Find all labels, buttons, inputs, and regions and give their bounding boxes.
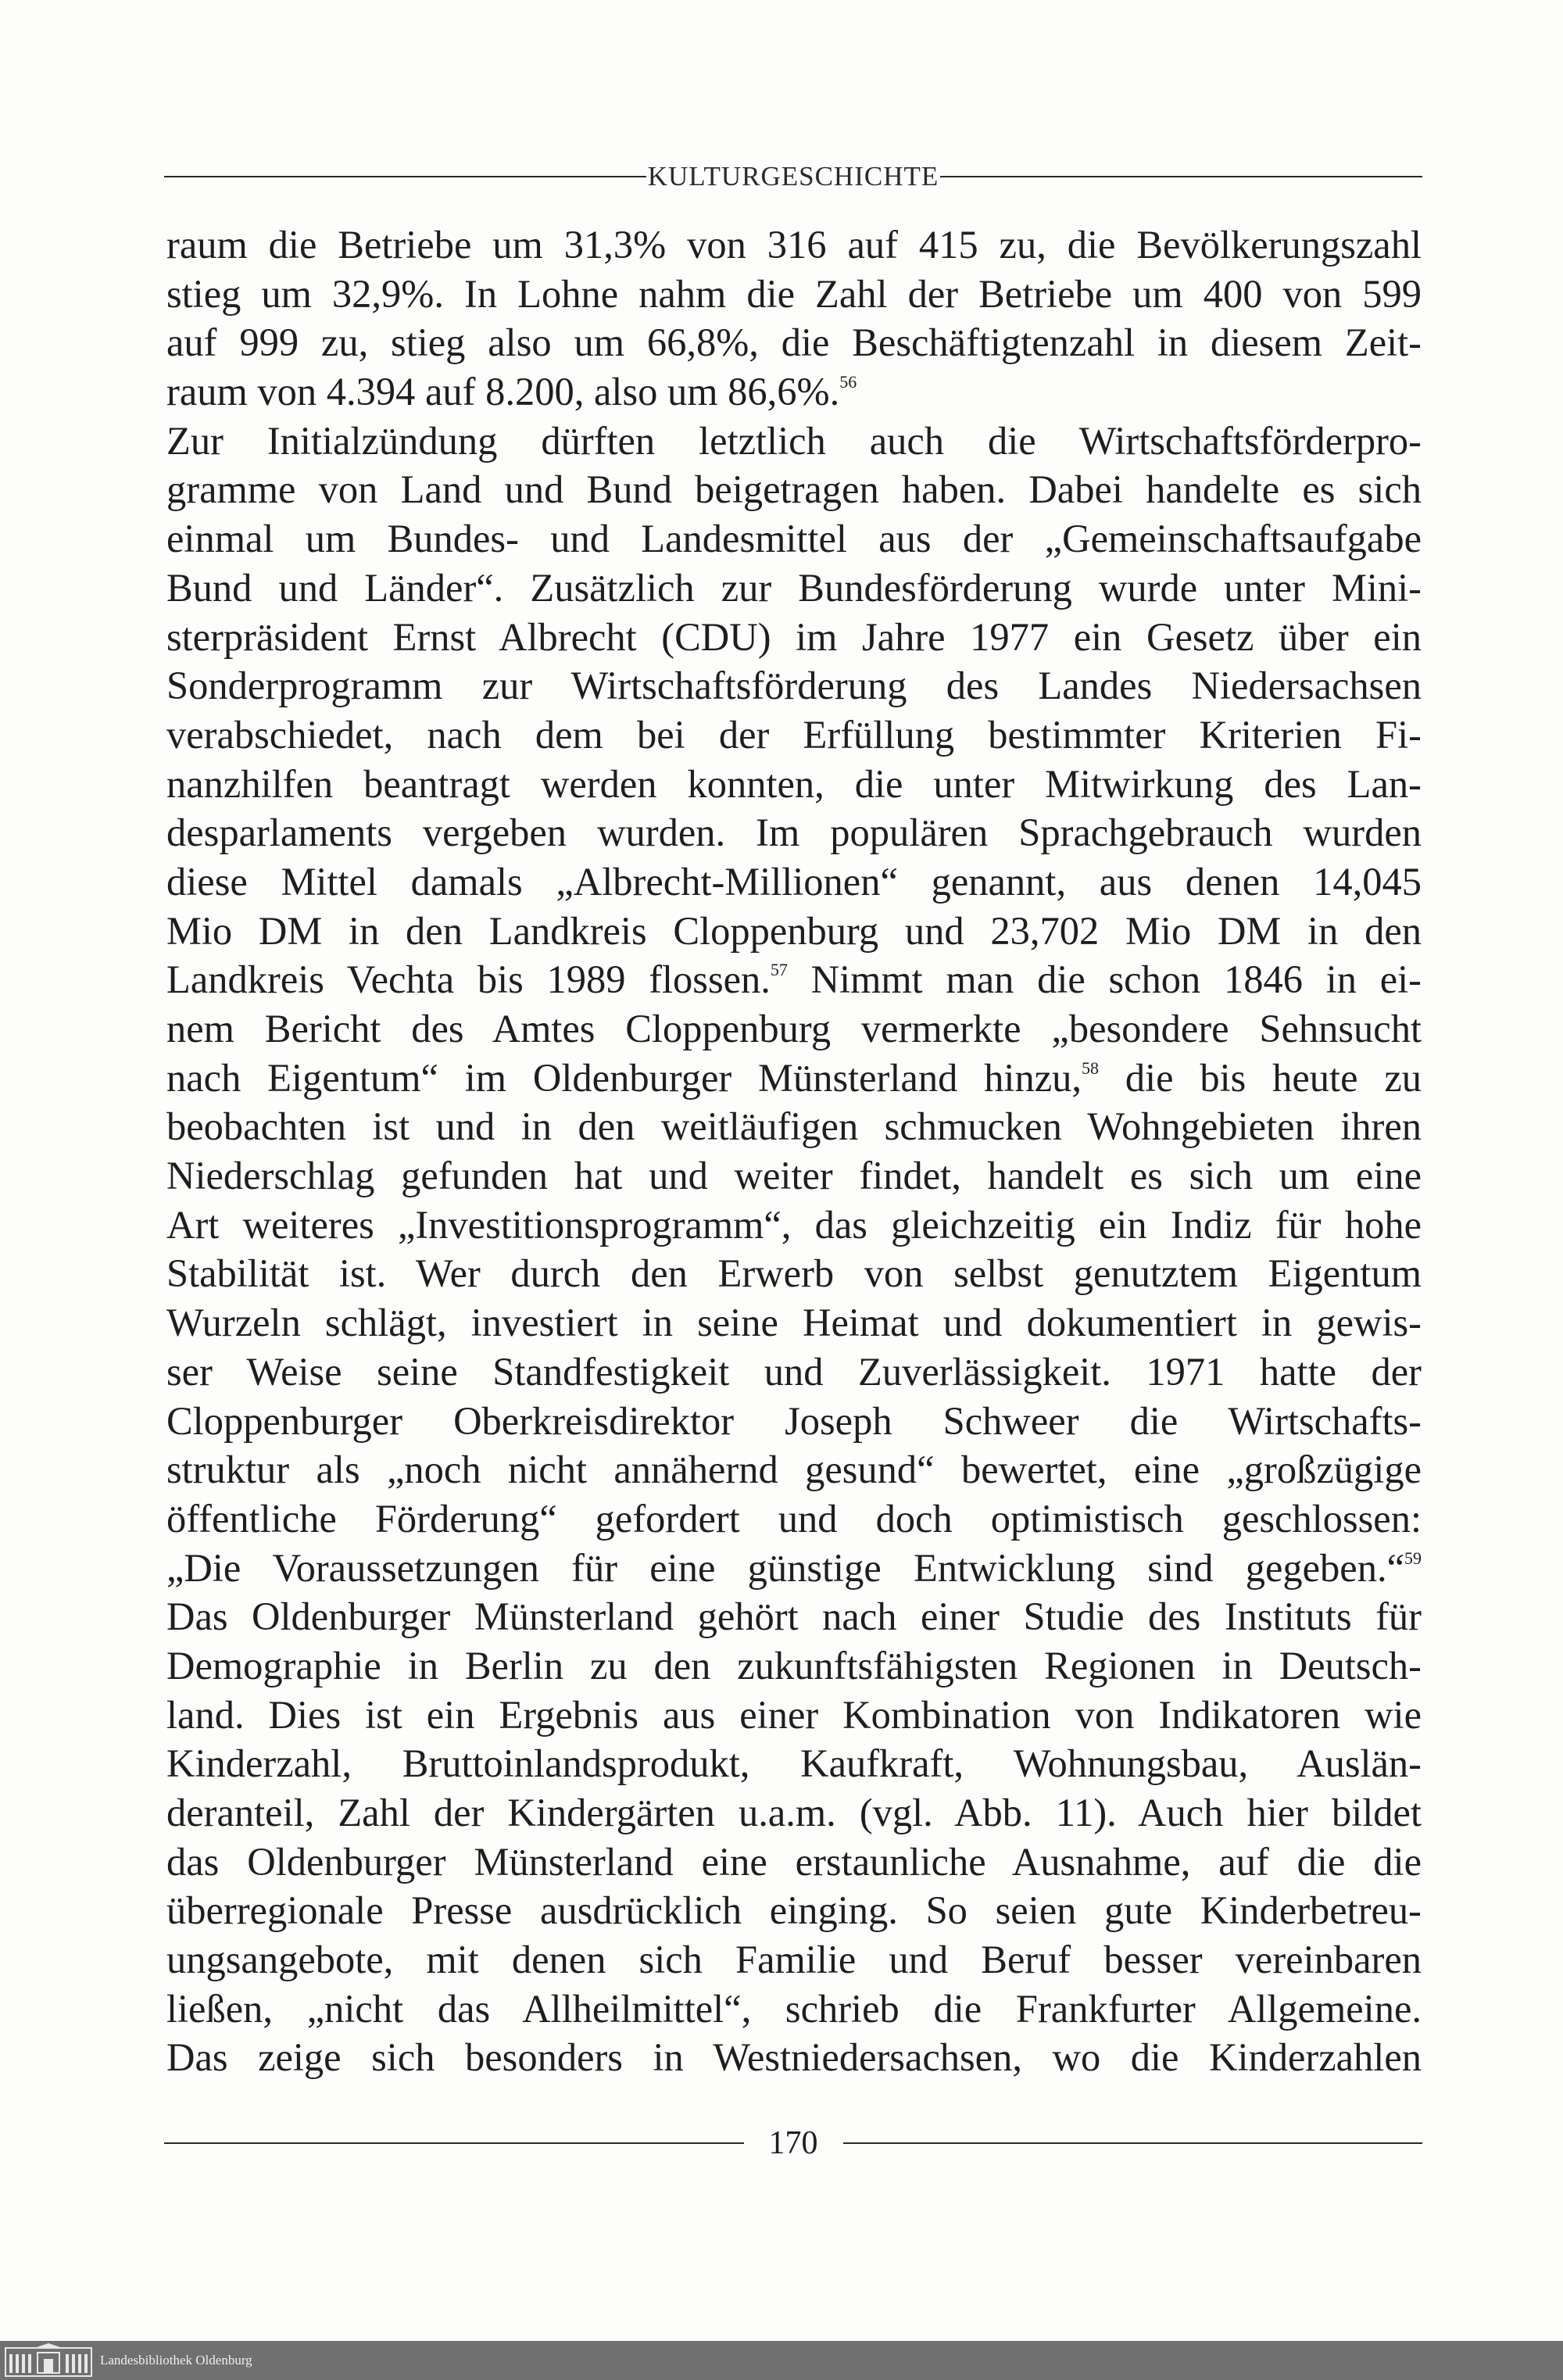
text-line xyxy=(166,857,1422,907)
text-line xyxy=(166,270,1422,319)
text-line xyxy=(166,1788,1422,1838)
text-line xyxy=(166,1249,1422,1298)
text-line-content: Landkreis Vechta bis 1989 flossen. xyxy=(166,957,771,1002)
library-building-logo-icon xyxy=(5,2342,92,2378)
running-head-rule-right xyxy=(940,176,1422,177)
body-text xyxy=(166,220,1422,2082)
text-line-content: Niederschlag gefunden hat und weiter findet, handelt es sich um eine xyxy=(166,1154,1422,1198)
text-line-content: nanzhilfen beantragt werden konnten, die unter Mitwirkung des Lan- xyxy=(166,761,1422,806)
text-line xyxy=(166,1347,1422,1397)
text-line-content: Cloppenburger Oberkreisdirektor Joseph Schweer die Wirtschafts- xyxy=(166,1398,1422,1443)
text-line xyxy=(166,1641,1422,1691)
footnote-reference: 59 xyxy=(1404,1548,1422,1568)
text-line xyxy=(166,1298,1422,1347)
text-line xyxy=(166,1985,1422,2034)
text-line-content: ser Weise seine Standfestigkeit und Zuverlässigkeit. 1971 hatte der xyxy=(166,1349,1422,1394)
text-line xyxy=(166,1935,1422,1985)
text-line xyxy=(166,318,1422,367)
running-head xyxy=(164,153,1422,200)
text-line-content: auf 999 zu, stieg also um 66,8%, die Beschäftigtenzahl in diesem Zeit- xyxy=(166,320,1422,365)
text-line xyxy=(166,2033,1422,2082)
text-line-content: ungsangebote, mit denen sich Familie und Beruf besser vereinbaren xyxy=(166,1938,1422,1982)
text-line-content: Das zeige sich besonders in Westniedersachsen, wo die Kinderzahlen xyxy=(166,2035,1422,2080)
text-line xyxy=(166,1838,1422,1887)
text-line-content: öffentliche Förderung“ gefordert und doch optimistisch geschlossen: xyxy=(166,1496,1422,1541)
text-line xyxy=(166,1397,1422,1446)
text-line-content: nem Bericht des Amtes Cloppenburg vermerkte „besondere Sehnsucht xyxy=(166,1007,1422,1050)
text-line xyxy=(166,1691,1422,1740)
text-line xyxy=(166,1494,1422,1544)
text-line xyxy=(166,955,1422,1004)
text-line xyxy=(166,661,1422,710)
text-line xyxy=(166,710,1422,760)
text-line-content: struktur als „noch nicht annähernd gesund“ bewertet, eine „großzügige xyxy=(166,1448,1422,1492)
text-line xyxy=(166,367,1422,417)
folio xyxy=(164,2120,1422,2167)
text-line-content: raum die Betriebe um 31,3% von 316 auf 415 zu, die Bevölkerungszahl xyxy=(166,223,1422,267)
text-line-content: deranteil, Zahl der Kindergärten u.a.m. (vgl. Abb. 11). Auch hier bildet xyxy=(166,1791,1422,1834)
text-line xyxy=(166,220,1422,270)
footnote-reference: 56 xyxy=(839,372,857,392)
text-line-continuation: Nimmt man die schon 1846 in ei- xyxy=(787,957,1422,1002)
page-number: 170 xyxy=(768,2125,818,2161)
text-line-content: sterpräsident Ernst Albrecht (CDU) im Jahre 1977 ein Gesetz über ein xyxy=(166,614,1422,659)
text-line xyxy=(166,1544,1422,1593)
text-line-content: Wurzeln schlägt, investiert in seine Heimat und dokumentiert in gewis- xyxy=(166,1301,1422,1345)
running-head-rule-left xyxy=(164,176,646,177)
text-line xyxy=(166,1054,1422,1103)
text-line xyxy=(166,465,1422,514)
digitization-footer-bar xyxy=(0,2341,1563,2380)
text-line xyxy=(166,514,1422,564)
text-line-content: Stabilität ist. Wer durch den Erwerb von selbst genutztem Eigentum xyxy=(166,1251,1422,1296)
text-line xyxy=(166,808,1422,857)
text-line-content: gramme von Land und Bund beigetragen haben. Dabei handelte es sich xyxy=(166,467,1422,512)
text-line-content: Kinderzahl, Bruttoinlandsprodukt, Kaufkraft, Wohnungsbau, Auslän- xyxy=(166,1741,1422,1786)
text-line-content: Das Oldenburger Münsterland gehört nach einer Studie des Instituts für xyxy=(166,1594,1422,1639)
text-line xyxy=(166,613,1422,662)
text-line xyxy=(166,907,1422,956)
text-line-content: verabschiedet, nach dem bei der Erfüllung bestimmter Kriterien Fi- xyxy=(166,712,1422,757)
text-line xyxy=(166,1886,1422,1935)
text-line-content: Sonderprogramm zur Wirtschaftsförderung des Landes Niedersachsen xyxy=(166,664,1422,708)
text-line-continuation: die bis heute zu xyxy=(1098,1055,1422,1100)
text-line xyxy=(166,1151,1422,1201)
text-line-content: Demographie in Berlin zu den zukunftsfähigsten Regionen in Deutsch- xyxy=(166,1643,1422,1687)
text-line-content: desparlaments vergeben wurden. Im populären Sprachgebrauch wurden xyxy=(166,811,1422,855)
text-line-content: ließen, „nicht das Allheilmittel“, schrieb die Frankfurter Allgemeine. xyxy=(166,1986,1422,2031)
folio-rule-right xyxy=(843,2142,1423,2144)
text-line xyxy=(166,760,1422,809)
text-line-content: „Die Voraussetzungen für eine günstige Entwicklung sind gegeben.“ xyxy=(166,1545,1404,1590)
text-line-content: beobachten ist und in den weitläufigen schmucken Wohngebieten ihren xyxy=(166,1104,1422,1149)
text-line xyxy=(166,1445,1422,1494)
text-line-content: Art weiteres „Investitionsprogramm“, das gleichzeitig ein Indiz für hohe xyxy=(166,1202,1422,1247)
text-line xyxy=(166,1201,1422,1250)
text-line-content: Zur Initialzündung dürften letztlich auch die Wirtschaftsförderpro- xyxy=(166,418,1422,463)
library-name: Landesbibliothek Oldenburg xyxy=(100,2353,252,2367)
text-line-content: Mio DM in den Landkreis Cloppenburg und 23,702 Mio DM in den xyxy=(166,908,1422,953)
text-line xyxy=(166,1102,1422,1151)
footnote-reference: 58 xyxy=(1081,1058,1099,1078)
folio-rule-left xyxy=(164,2142,744,2144)
text-line-content: diese Mittel damals „Albrecht-Millionen“ genannt, aus denen 14,045 xyxy=(166,859,1422,904)
text-line-content: einmal um Bundes- und Landesmittel aus der „Gemeinschaftsaufgabe xyxy=(166,517,1422,561)
text-line-content: raum von 4.394 auf 8.200, also um 86,6%. xyxy=(166,370,840,414)
text-line-content: nach Eigentum“ im Oldenburger Münsterland hinzu, xyxy=(166,1055,1082,1100)
text-line xyxy=(166,564,1422,613)
text-line-content: Bund und Länder“. Zusätzlich zur Bundesförderung wurde unter Mini- xyxy=(166,565,1422,610)
text-line xyxy=(166,417,1422,466)
text-line-content: stieg um 32,9%. In Lohne nahm die Zahl der Betriebe um 400 von 599 xyxy=(166,271,1422,316)
text-line-content: das Oldenburger Münsterland eine erstaunliche Ausnahme, auf die die xyxy=(166,1839,1422,1884)
text-line-content: überregionale Presse ausdrücklich einging. So seien gute Kinderbetreu- xyxy=(166,1888,1422,1933)
text-line-content: land. Dies ist ein Ergebnis aus einer Kombination von Indikatoren wie xyxy=(166,1692,1422,1737)
library-logo-svg xyxy=(5,2343,92,2378)
running-head-title: KULTURGESCHICHTE xyxy=(647,161,939,191)
text-line xyxy=(166,1739,1422,1788)
text-line xyxy=(166,1592,1422,1641)
footnote-reference: 57 xyxy=(770,960,788,980)
text-line xyxy=(166,1004,1422,1054)
